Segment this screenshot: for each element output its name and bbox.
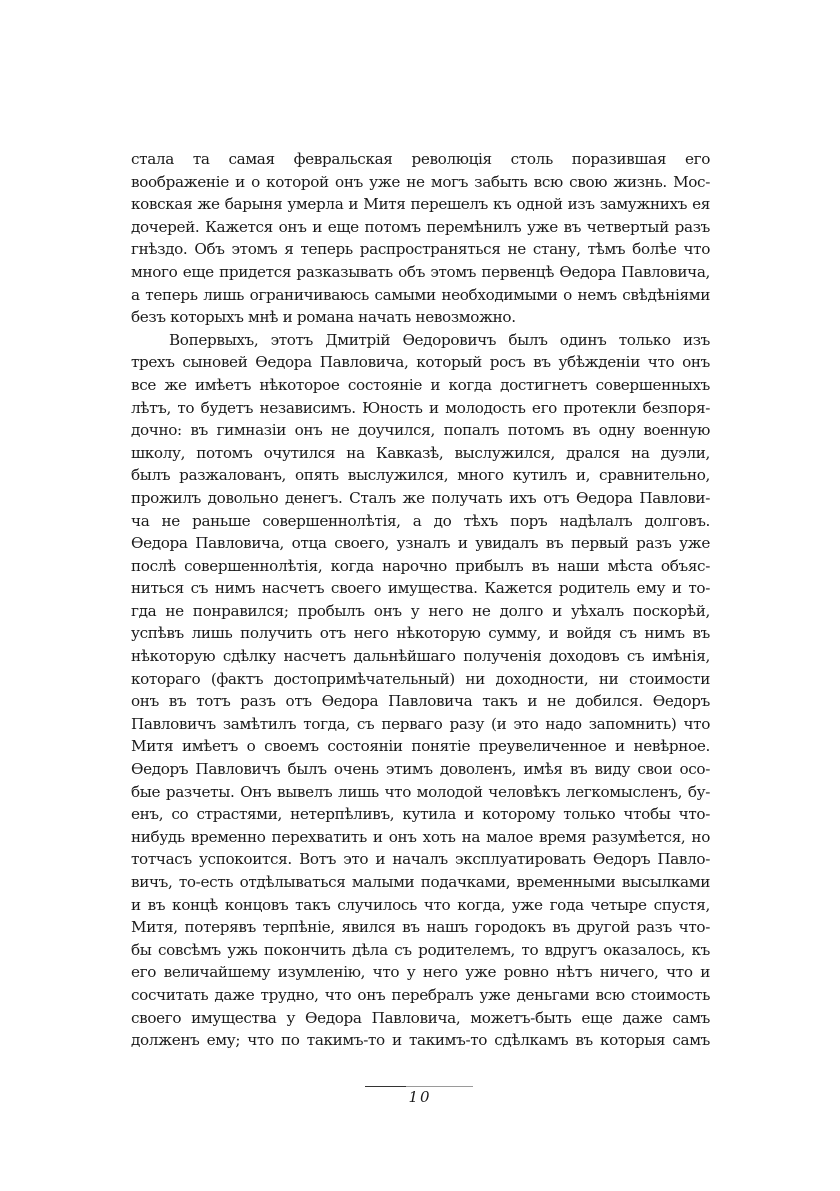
text-line: и въ концѣ концовъ такъ случилось что когда, уже года четыре спустя,: [131, 895, 710, 914]
text-line: онъ въ тотъ разъ отъ Ѳедора Павловича такъ и не добился. Ѳедоръ: [131, 692, 710, 711]
text-line: стала та самая февральская революція столь поразившая его: [131, 150, 710, 168]
text-line: школу, потомъ очутился на Кавказѣ, выслужился, дрался на дуэли,: [131, 443, 710, 462]
text-line: нибудь временно перехватить и онъ хоть на малое время разумѣется, но: [131, 827, 710, 846]
body-text: [131, 148, 710, 1052]
text-line: гда не понравился; пробылъ онъ у него не долго и уѣхалъ поскорѣй,: [131, 601, 710, 620]
text-line: Митя, потерявъ терпѣніе, явился въ нашъ городокъ въ другой разъ что-: [131, 918, 710, 937]
text-line: прожилъ довольно денегъ. Сталъ же получать ихъ отъ Ѳедора Павлови-: [131, 488, 710, 507]
paragraph-2: [131, 329, 710, 1052]
text-line: трехъ сыновей Ѳедора Павловича, который росъ въ убѣжденіи что онъ: [131, 353, 710, 372]
text-line: енъ, со страстями, нетерпѣливъ, кутила и которому только чтобы что-: [131, 805, 710, 824]
text-line: котораго (фактъ достопримѣчательный) ни доходности, ни стоимости: [131, 669, 710, 688]
text-line: много еще придется разказывать объ этомъ первенцѣ Ѳедора Павловича,: [131, 262, 710, 281]
text-line: послѣ совершеннолѣтія, когда нарочно прибылъ въ наши мѣста объяс-: [131, 556, 710, 575]
text-line: а теперь лишь ограничиваюсь самыми необходимыми о немъ свѣдѣніями: [131, 285, 710, 304]
text-line: ча не раньше совершеннолѣтія, а до тѣхъ поръ надѣлалъ долговъ.: [131, 511, 710, 530]
text-line: долженъ ему; что по такимъ-то и такимъ-то сдѣлкамъ въ которыя самъ: [131, 1031, 710, 1050]
text-line: Вопервыхъ, этотъ Дмитрій Ѳедоровичъ былъ одинъ только изъ: [169, 330, 710, 349]
text-line: безъ которыхъ мнѣ и романа начать невозможно.: [131, 308, 516, 327]
text-line: Митя имѣетъ о своемъ состояніи понятіе преувеличенное и невѣрное.: [131, 737, 710, 756]
text-line: нѣкоторую сдѣлку насчетъ дальнѣйшаго полученія доходовъ съ имѣнія,: [131, 647, 710, 666]
text-line: тотчасъ успокоится. Вотъ это и началъ эксплуатировать Ѳедоръ Павло-: [131, 850, 710, 869]
footer-rule-extension: [406, 1086, 473, 1087]
text-line: успѣвъ лишь получить отъ него нѣкоторую сумму, и войдя съ нимъ въ: [131, 624, 710, 643]
text-line: лѣтъ, то будетъ независимъ. Юность и молодость его протекли безпоря-: [131, 398, 710, 417]
text-line: своего имущества у Ѳедора Павловича, можетъ-быть еще даже самъ: [131, 1008, 710, 1027]
page-number: 10: [408, 1088, 432, 1106]
text-line: вичъ, то-есть отдѣлываться малыми подачками, временными высылками: [131, 873, 710, 891]
text-line: Ѳедора Павловича, отца своего, узналъ и увидалъ въ первый разъ уже: [131, 534, 710, 553]
text-line: сосчитать даже трудно, что онъ перебралъ уже деньгами всю стоимость: [131, 985, 710, 1004]
text-line: все же имѣетъ нѣкоторое состояніе и когда достигнетъ совершенныхъ: [131, 375, 710, 394]
text-line: дочно: въ гимназіи онъ не доучился, попалъ потомъ въ одну военную: [131, 421, 710, 440]
text-line: гнѣздо. Объ этомъ я теперь распространяться не стану, тѣмъ болѣе что: [131, 240, 710, 259]
paragraph-1: [131, 148, 710, 329]
footer-rule: [365, 1086, 406, 1087]
text-line: бые разчеты. Онъ вывелъ лишь что молодой человѣкъ легкомысленъ, бу-: [131, 782, 710, 801]
text-line: дочерей. Кажется онъ и еще потомъ перемѣнилъ уже въ четвертый разъ: [131, 217, 710, 236]
text-line: воображеніе и о которой онъ уже не могъ забыть всю свою жизнь. Мос-: [131, 172, 710, 191]
text-line: его величайшему изумленію, что у него уже ровно нѣтъ ничего, что и: [131, 963, 710, 982]
text-line: ковская же барыня умерла и Митя перешелъ къ одной изъ замужнихъ ея: [131, 195, 710, 214]
text-line: Павловичъ замѣтилъ тогда, съ перваго разу (и это надо запомнить) что: [131, 714, 710, 733]
text-line: Ѳедоръ Павловичъ былъ очень этимъ доволенъ, имѣя въ виду свои осо-: [131, 760, 710, 779]
text-line: ниться съ нимъ насчетъ своего имущества. Кажется родитель ему и то-: [131, 579, 710, 598]
text-line: былъ разжалованъ, опять выслужился, много кутилъ и, сравнительно,: [131, 466, 710, 485]
text-line: бы совсѣмъ ужь покончить дѣла съ родителемъ, то вдругъ оказалось, къ: [131, 940, 710, 959]
